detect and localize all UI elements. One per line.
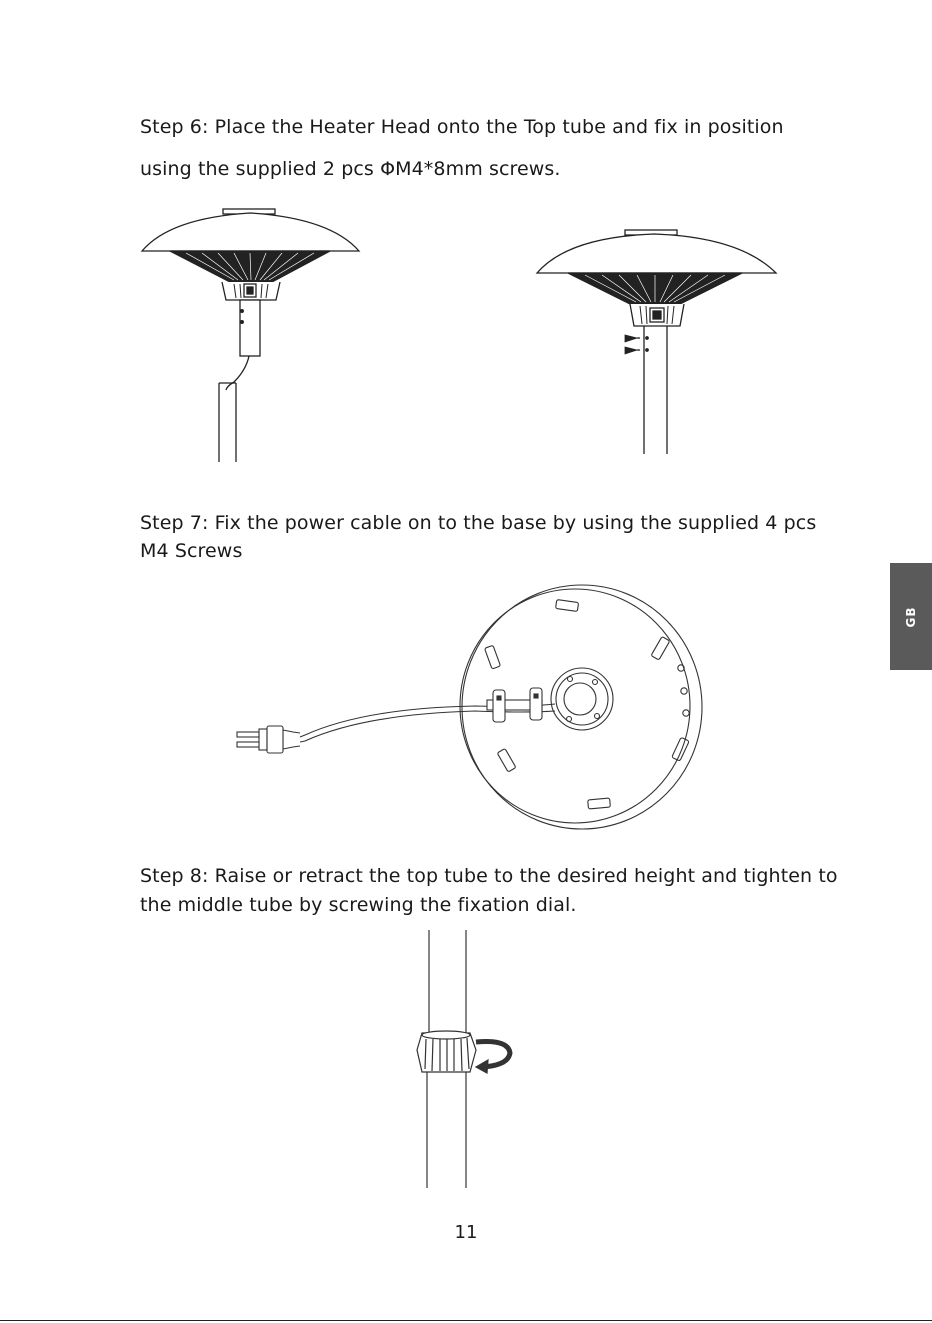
page-number: 11 [454, 1222, 478, 1243]
fixation-dial-figure [400, 925, 530, 1193]
step6-line2: using the supplied 2 pcs ΦM4*8mm screws. [140, 158, 561, 180]
step7-line2: M4 Screws [140, 540, 243, 562]
bottom-rule [0, 1320, 932, 1321]
language-tab [890, 563, 932, 670]
language-tab-label: GB [904, 606, 918, 627]
heater-head-fixed-figure [530, 222, 785, 462]
step8-line2: the middle tube by screwing the fixation dial. [140, 894, 577, 916]
heater-head-before-figure [130, 200, 370, 470]
step6-line1: Step 6: Place the Heater Head onto the Top tube and fix in position [140, 116, 784, 138]
base-with-power-cable-figure [225, 575, 725, 837]
step7-line1: Step 7: Fix the power cable on to the base by using the supplied 4 pcs [140, 512, 817, 534]
step8-line1: Step 8: Raise or retract the top tube to the desired height and tighten to [140, 865, 838, 887]
